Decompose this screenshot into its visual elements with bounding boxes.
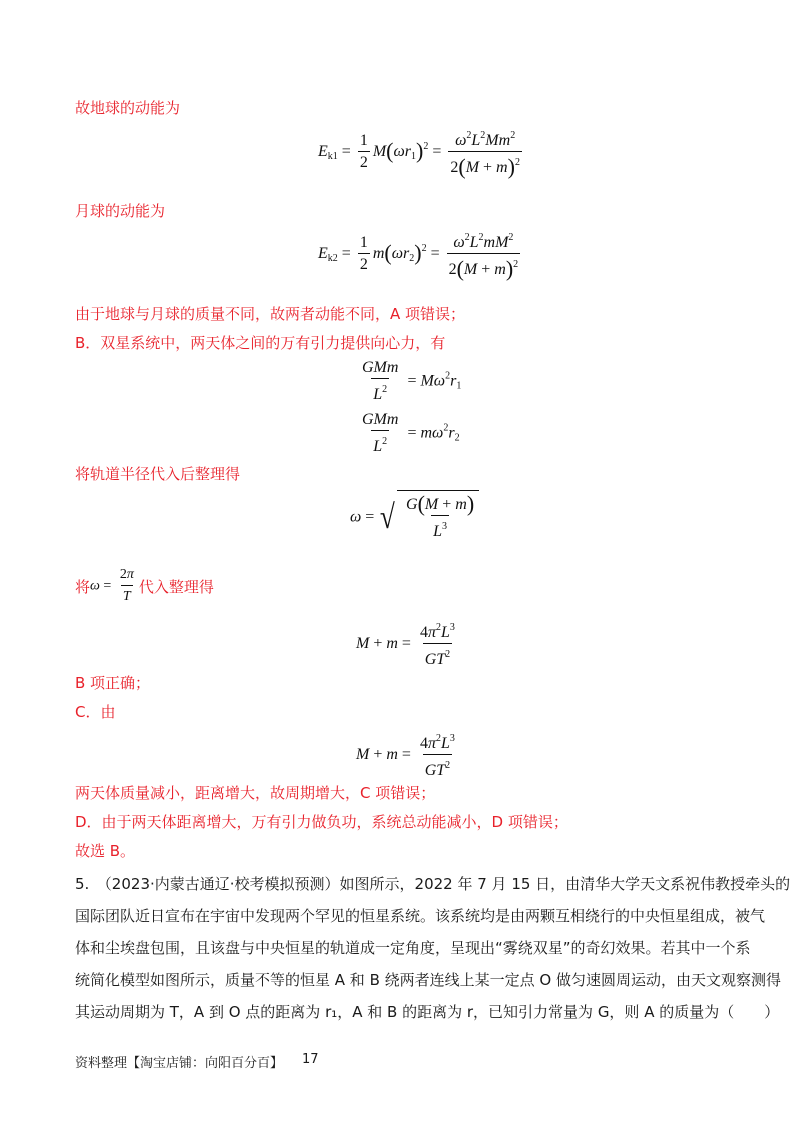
equation-omega-2pi-t: ω = $\frac{2\pi}{T}$ — [90, 565, 139, 608]
solution-line-c-wrong: 两天体质量减小，距离增大，故周期增大，C 项错误； — [75, 784, 436, 802]
solution-line-moon-ke: 月球的动能为 — [75, 202, 166, 220]
equation-mass-sum-2: M + m = $\frac{4\pi^2L^3}{GT^2}$ — [356, 729, 460, 782]
footer-label: 资料整理【淘宝店铺：向阳百分百】 — [75, 1056, 284, 1071]
equation-mass-sum-1: M + m = $\frac{4\pi^2L^3}{GT^2}$ — [356, 618, 460, 671]
solution-line-a-wrong: 由于地球与月球的质量不同，故两者动能不同，A 项错误； — [75, 305, 466, 323]
solution-line-earth-ke: 故地球的动能为 — [75, 99, 181, 117]
question-line-5: 其运动周期为 T，A 到 O 点的距离为 r₁，A 和 B 的距离为 r，已知引力常量为 G，则 A 的质量为（ ） — [75, 1003, 780, 1021]
question-line-3: 体和尘埃盘包围，且该盘与中央恒星的轨道成一定角度，呈现出“雾绕双星”的奇幻效果。若其中一个系 — [75, 939, 751, 957]
question-line-1: 5. （2023·内蒙古通辽·校考模拟预测）如图所示，2022 年 7 月 15 日，由清华大学天文系祝伟教授牵头的 — [75, 875, 791, 893]
equation-omega-sqrt: ω = √ $\frac{G(M + m)}{L^3}$ — [350, 490, 479, 546]
equation-gravity-small-m: $\frac{\text{GMm}}{L^2}$ = $m\omega^2r_2$ — [357, 410, 460, 458]
equation-gravity-m: $\frac{\text{GMm}}{L^2}$ = $M\omega^2r_1$ — [357, 358, 461, 406]
solution-line-d-wrong: D．由于两天体距离增大，万有引力做负功，系统总动能减小，D 项错误； — [75, 813, 568, 831]
solution-line-omega-suffix: 代入整理得 — [138, 577, 214, 596]
solution-line-substitute: 将轨道半径代入后整理得 — [75, 465, 241, 483]
equation-moon-kinetic-energy: $E_{k2}$ = $\frac{1}{2}$ $m(\omega r_2)^2$ = $\frac{\omega^2L^2mM^2}{2(M + m)^2}$ — [318, 232, 519, 281]
question-line-4: 统简化模型如图所示，质量不等的恒星 A 和 B 绕两者连线上某一定点 O 做匀速圆周运动，由天文观察测得 — [75, 971, 781, 989]
solution-line-c-intro: C．由 — [75, 703, 116, 721]
equation-earth-kinetic-energy: $E_{k1}$ = $\frac{1}{2}$ $M(\omega r_1)^2$ = $\frac{\omega^2L^2Mm^2}{2(M + m)^2}$ — [318, 130, 520, 179]
solution-line-b-intro: B．双星系统中，两天体之间的万有引力提供向心力，有 — [75, 334, 446, 352]
question-line-2: 国际团队近日宣布在宇宙中发现两个罕见的恒星系统。该系统均是由两颗互相绕行的中央恒星组成，被气 — [75, 907, 766, 925]
solution-line-omega-substitute — [75, 565, 214, 608]
solution-line-answer: 故选 B。 — [75, 842, 136, 860]
solution-line-b-correct: B 项正确； — [75, 674, 151, 692]
solution-line-omega-prefix: 将 — [75, 577, 91, 596]
page-number: 17 — [302, 1052, 319, 1067]
